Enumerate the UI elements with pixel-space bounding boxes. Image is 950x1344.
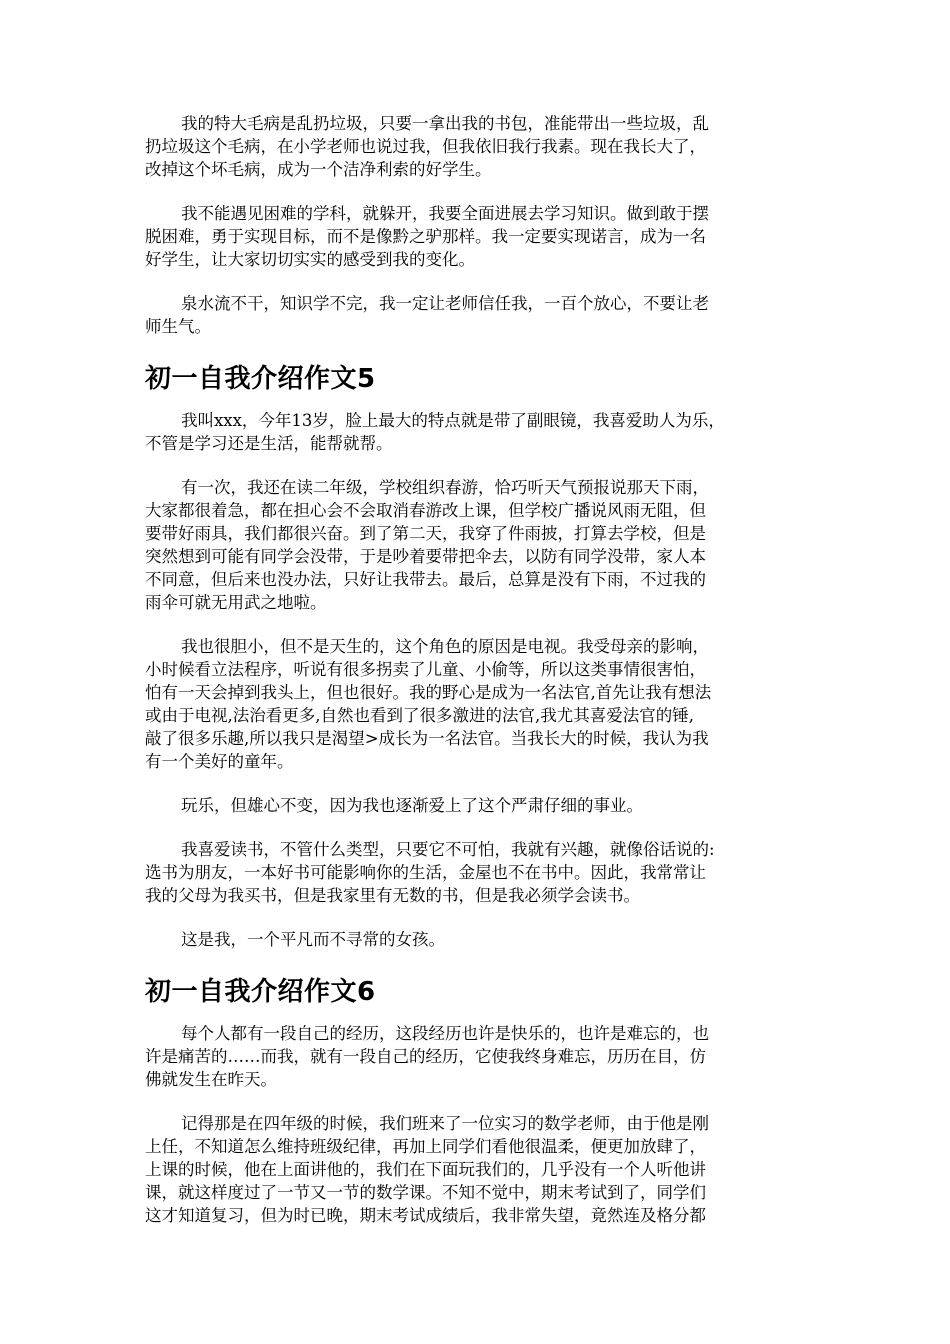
section-heading: 初一自我介绍作文5 bbox=[145, 364, 376, 394]
paragraph: 我叫xxx，今年13岁，脸上最大的特点就是带了副眼镜，我喜爱助人为乐， 不管是学习还是生活，能帮就帮。 bbox=[145, 411, 725, 453]
paragraph: 泉水流不干，知识学不完，我一定让老师信任我，一百个放心，不要让老 师生气。 bbox=[145, 294, 709, 336]
paragraph: 有一次，我还在读二年级，学校组织春游，恰巧听天气预报说那天下雨， 大家都很着急，都在担心会不会取消春游改上课，但学校广播说风雨无阻，但 要带好雨具，我们都很兴奋。到了第二天，我穿了件雨披，打算去学校，但是 突然想到可能有同学会没带，于是吵着要带把伞去，以防有同学没带，家人本 不同意，但后来也没办法，只好让我带去。最后，总算是没有下雨，不过我的 雨伞可就无用武之地啦。 bbox=[145, 478, 709, 612]
paragraph: 我也很胆小，但不是天生的，这个角色的原因是电视。我受母亲的影响， 小时候看立法程序，听说有很多拐卖了儿童、小偷等，所以这类事情很害怕， 怕有一天会掉到我头上，但也很好。我的野心是成为一名法官,首先让我有想法 或由于电视,法治看更多,自然也看到了很多激进的法官,我尤其喜爱法官的锤, 敲了很多乐趣,所以我只是渴望>成长为一名法官。当我长大的时候，我认为我 有一个美好的童年。 bbox=[145, 637, 712, 771]
paragraph: 这是我，一个平凡而不寻常的女孩。 bbox=[181, 930, 445, 949]
section-heading: 初一自我介绍作文6 bbox=[145, 977, 376, 1007]
paragraph: 我的特大毛病是乱扔垃圾，只要一拿出我的书包，准能带出一些垃圾，乱 扔垃圾这个毛病，在小学老师也说过我，但我依旧我行我素。现在我长大了， 改掉这个坏毛病，成为一个洁净利索的好学生。 bbox=[145, 114, 709, 179]
paragraph: 每个人都有一段自己的经历，这段经历也许是快乐的，也许是难忘的，也 许是痛苦的……而我，就有一段自己的经历，它使我终身难忘，历历在目，仿 佛就发生在昨天。 bbox=[145, 1024, 709, 1089]
paragraph: 我不能遇见困难的学科，就躲开，我要全面进展去学习知识。做到敢于摆 脱困难，勇于实现目标，而不是像黔之驴那样。我一定要实现诺言，成为一名 好学生，让大家切切实实的感受到我的变化。 bbox=[145, 204, 709, 269]
paragraph: 玩乐，但雄心不变，因为我也逐渐爱上了这个严肃仔细的事业。 bbox=[181, 796, 643, 815]
paragraph: 我喜爱读书，不管什么类型，只要它不可怕，我就有兴趣，就像俗话说的: 选书为朋友，一本好书可能影响你的生活，金屋也不在书中。因此，我常常让 我的父母为我买书，但是我家里有无数的书，但是我必须学会读书。 bbox=[145, 840, 715, 905]
document-page bbox=[145, 112, 810, 1248]
paragraph: 记得那是在四年级的时候，我们班来了一位实习的数学老师，由于他是刚 上任，不知道怎么维持班级纪律，再加上同学们看他很温柔，便更加放肆了， 上课的时候，他在上面讲他的，我们在下面玩我们的，几乎没有一个人听他讲 课，就这样度过了一节又一节的数学课。不知不觉中，期末考试到了，同学们 这才知道复习，但为时已晚，期末考试成绩后，我非常失望，竟然连及格分都 bbox=[145, 1114, 709, 1225]
